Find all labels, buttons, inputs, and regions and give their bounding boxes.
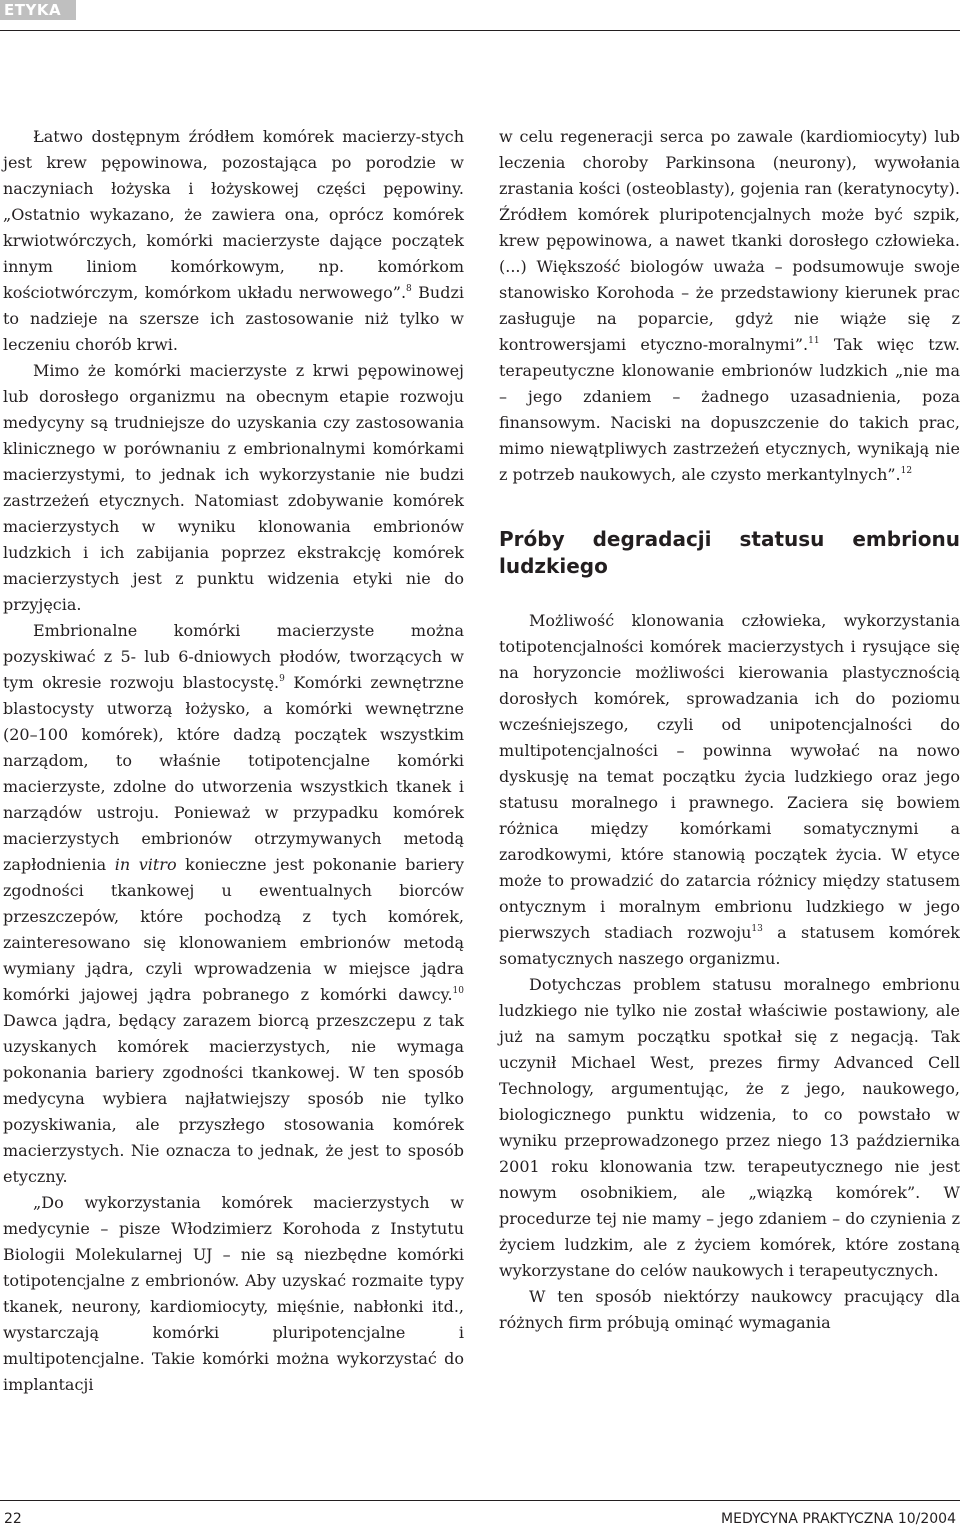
paragraph bbox=[499, 1284, 960, 1336]
footnote-ref: 9 bbox=[279, 674, 285, 684]
paragraph bbox=[3, 358, 464, 618]
italic-text: in vitro bbox=[114, 855, 177, 874]
text-run: Dotychczas problem statusu moralnego embrionu ludzkiego nie tylko nie został właściwie postawiony, ale już na samym początku spotkał się z negacją. Tak uczynił Michael West, prezes firmy Advanced Cell Technology, argumentując, że z jego, naukowego, biologicznego punktu widzenia, to co powstało w wyniku przeprowadzonego przez niego 13 października 2001 roku klonowania tzw. terapeutycznego nie jest nowym osobnikiem, ale „wiązką komórek”. W procedurze tej nie mamy – jego zdaniem – do czynienia z życiem ludzkim, ale z życiem komórek, które zostaną wykorzystane do celów naukowych i terapeutycznych. bbox=[499, 975, 960, 1280]
text-run: Łatwo dostępnym źródłem komórek macierzy-stych jest krew pępowinowa, pozostająca po porodzie w naczyniach łożyska i łożyskowej części pępowiny. „Ostatnio wykazano, że zawiera ona, oprócz komórek krwiotwórczych, komórki macierzyste dające początek innym liniom komórkowym, np. komórkom kościotwórczym, komórkom układu nerwowego”. bbox=[3, 127, 464, 302]
section-heading: Próby degradacji statusu embrionu ludzkiego bbox=[499, 527, 960, 578]
text-run: W ten sposób niektórzy naukowcy pracujący dla różnych firm próbują ominąć wymagania bbox=[499, 1287, 960, 1332]
text-run: „Do wykorzystania komórek macierzystych w medycynie – pisze Włodzimierz Korohoda z Instytutu Biologii Molekularnej UJ – nie są niezbędne komórki totipotencjalne z embrionów. Aby uzyskać rozmaite typy tkanek, neurony, kardiomiocyty, mięśnie, nabłonki itd., wystarczają komórki pluripotencjalne i multipotencjalne. Takie komórki można wykorzystać do implantacji bbox=[3, 1193, 464, 1394]
left-column bbox=[3, 124, 464, 1398]
text-run: Tak więc tzw. terapeutyczne klonowanie embrionów ludzkich „nie ma – jego zdaniem – żadnego uzasadnienia, poza finansowym. Naciski na dopuszczenie do takich prac, mimo niewątpliwych zastrzeżeń etycznych, wynikają nie z potrzeb naukowych, ale czysto merkantylnych”. bbox=[499, 335, 960, 484]
text-run: a statusem komórek somatycznych naszego organizmu. bbox=[499, 923, 960, 968]
text-run: Budzi to nadzieje na szersze ich zastosowanie niż tylko w leczeniu chorób krwi. bbox=[3, 283, 464, 354]
paragraph bbox=[3, 1190, 464, 1398]
paragraph bbox=[499, 972, 960, 1284]
footnote-ref: 12 bbox=[900, 466, 913, 476]
right-column bbox=[499, 124, 960, 1336]
footnote-ref: 10 bbox=[452, 986, 464, 996]
paragraph bbox=[3, 124, 464, 358]
section-label: ETYKA bbox=[0, 0, 76, 20]
text-run: w celu regeneracji serca po zawale (kardiomiocyty) lub leczenia choroby Parkinsona (neurony), wywołania zrastania kości (osteoblasty), gojenia ran (keratynocyty). Źródłem komórek pluripotencjalnych może być szpik, krew pępowinowa, a nawet tkanki dorosłego człowieka. (...) Większość biologów uważa – podsumowuje swoje stanowisko Korohoda – że przedstawiony kierunek prac zasługuje na poparcie, gdyż nie wiąże się z kontrowersjami etyczno-moralnymi”. bbox=[499, 127, 960, 354]
footer-rule bbox=[0, 1500, 960, 1501]
header-rule bbox=[0, 30, 960, 31]
text-run: Embrionalne komórki macierzyste można pozyskiwać z 5- lub 6-dniowych płodów, tworzących w tym okresie rozwoju blastocystę. bbox=[3, 621, 464, 692]
paragraph bbox=[499, 608, 960, 972]
right-column-top bbox=[499, 124, 960, 488]
right-column-body bbox=[499, 608, 960, 1336]
page-number: 22 bbox=[4, 1511, 22, 1527]
footnote-ref: 8 bbox=[406, 284, 412, 294]
journal-name: MEDYCYNA PRAKTYCZNA 10/2004 bbox=[721, 1511, 956, 1527]
paragraph bbox=[499, 124, 960, 488]
text-run: konieczne jest pokonanie bariery zgodności tkankowej u ewentualnych biorców przeszczepów, które pochodzą z tych komórek, zainteresowano się klonowaniem embrionów metodą wymiany jądra, czyli wprowadzenia w miejsce jądra komórki jajowej jądra pobranego z komórki dawcy. bbox=[3, 855, 465, 1004]
text-run: Komórki zewnętrzne blastocysty utworzą łożysko, a komórki wewnętrzne (20–100 komórek), które dadzą początek wszystkim narządom, to właśnie totipotencjalne komórki macierzyste, zdolne do utworzenia wszystkich tkanek i narządów ustroju. Ponieważ w przypadku komórek macierzystych embrionów otrzymywanych metodą zapłodnienia bbox=[3, 673, 464, 874]
footnote-ref: 13 bbox=[751, 924, 763, 934]
text-run: Możliwość klonowania człowieka, wykorzystania totipotencjalności komórek macierzystych i rysujące się na horyzoncie możliwości kierowania plastycznością dorosłych komórek, sprowadzania ich do poziomu wcześniejszego, czyli od unipotencjalności do multipotencjalności – powinna wywołać na nowo dyskusję na temat początku życia ludzkiego oraz jego statusu moralnego i prawnego. Zaciera się bowiem różnica między komórkami somatycznymi a zarodkowymi, które stanowią początek życia. W etyce może to prowadzić do zatarcia różnicy między statusem ontycznym i moralnym embrionu ludzkiego w jego pierwszych stadiach rozwoju bbox=[499, 611, 960, 942]
paragraph bbox=[3, 618, 464, 1190]
footnote-ref: 11 bbox=[808, 336, 820, 346]
text-run: Dawca jądra, będący zarazem biorcą przeszczepu z tak uzyskanych komórek macierzystych, nie wymaga pokonania bariery zgodności tkankowej. W ten sposób medycyna wybiera najłatwiejszy sposób nie tylko pozyskiwania, ale przyszłego stosowania komórek macierzystych. Nie oznacza to jednak, że jest to sposób etyczny. bbox=[3, 1011, 464, 1186]
text-run: Mimo że komórki macierzyste z krwi pępowinowej lub dorosłego organizmu na obecnym etapie rozwoju medycyny są trudniejsze do uzyskania czy zastosowania klinicznego w porównaniu z embrionalnymi komórkami macierzystymi, to jednak ich wykorzystanie nie budzi zastrzeżeń etycznych. Natomiast zdobywanie komórek macierzystych w wyniku klonowania embrionów ludzkich i ich zabijania poprzez ekstrakcję komórek macierzystych jest z punktu widzenia etyki nie do przyjęcia. bbox=[3, 361, 464, 614]
